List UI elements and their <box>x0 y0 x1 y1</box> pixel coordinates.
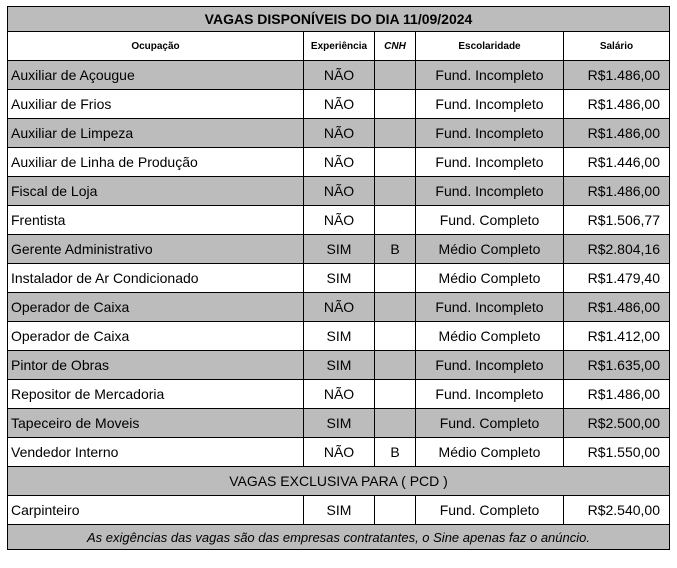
cell-cnh <box>375 293 416 322</box>
table-row <box>8 380 670 409</box>
header-salario: Salário <box>564 32 670 61</box>
table-row <box>8 438 670 467</box>
table-row <box>8 322 670 351</box>
table-row <box>8 177 670 206</box>
cell-salario: R$1.486,00 <box>564 61 670 90</box>
table-row <box>8 496 670 525</box>
cell-cnh <box>375 351 416 380</box>
cell-experiencia: SIM <box>304 496 375 525</box>
cell-escolaridade: Fund. Completo <box>416 409 564 438</box>
cell-experiencia: NÃO <box>304 61 375 90</box>
cell-escolaridade: Fund. Incompleto <box>416 351 564 380</box>
cell-experiencia: NÃO <box>304 119 375 148</box>
header-experiencia: Experiência <box>304 32 375 61</box>
cell-experiencia: SIM <box>304 322 375 351</box>
cell-salario: R$1.486,00 <box>564 293 670 322</box>
cell-ocupacao: Frentista <box>8 206 304 235</box>
table-row <box>8 206 670 235</box>
table-row <box>8 119 670 148</box>
column-header-row <box>8 32 670 61</box>
cell-salario: R$1.486,00 <box>564 90 670 119</box>
cell-ocupacao: Auxiliar de Frios <box>8 90 304 119</box>
cell-salario: R$1.506,77 <box>564 206 670 235</box>
cell-experiencia: NÃO <box>304 206 375 235</box>
cell-experiencia: SIM <box>304 235 375 264</box>
cell-escolaridade: Fund. Incompleto <box>416 119 564 148</box>
cell-experiencia: NÃO <box>304 90 375 119</box>
cell-ocupacao: Instalador de Ar Condicionado <box>8 264 304 293</box>
table-row <box>8 90 670 119</box>
cell-salario: R$1.486,00 <box>564 177 670 206</box>
cell-experiencia: NÃO <box>304 148 375 177</box>
cell-escolaridade: Fund. Completo <box>416 206 564 235</box>
cell-salario: R$1.486,00 <box>564 380 670 409</box>
table-row <box>8 409 670 438</box>
cell-ocupacao: Vendedor Interno <box>8 438 304 467</box>
cell-salario: R$2.804,16 <box>564 235 670 264</box>
cell-escolaridade: Médio Completo <box>416 322 564 351</box>
cell-salario: R$1.550,00 <box>564 438 670 467</box>
cell-cnh <box>375 90 416 119</box>
cell-salario: R$1.446,00 <box>564 148 670 177</box>
cell-experiencia: NÃO <box>304 380 375 409</box>
cell-ocupacao: Operador de Caixa <box>8 322 304 351</box>
cell-escolaridade: Médio Completo <box>416 438 564 467</box>
footer-note: As exigências das vagas são das empresas contratantes, o Sine apenas faz o anúncio. <box>8 525 670 550</box>
pcd-section-title: VAGAS EXCLUSIVA PARA ( PCD ) <box>8 467 670 496</box>
header-escolaridade: Escolaridade <box>416 32 564 61</box>
cell-escolaridade: Fund. Incompleto <box>416 380 564 409</box>
cell-escolaridade: Fund. Completo <box>416 496 564 525</box>
cell-salario: R$1.486,00 <box>564 119 670 148</box>
cell-cnh <box>375 496 416 525</box>
cell-cnh <box>375 322 416 351</box>
cell-cnh <box>375 206 416 235</box>
cell-experiencia: NÃO <box>304 177 375 206</box>
table-title-row <box>8 7 670 32</box>
cell-ocupacao: Tapeceiro de Moveis <box>8 409 304 438</box>
cell-salario: R$2.500,00 <box>564 409 670 438</box>
cell-ocupacao: Carpinteiro <box>8 496 304 525</box>
table-row <box>8 235 670 264</box>
cell-cnh <box>375 177 416 206</box>
cell-salario: R$1.635,00 <box>564 351 670 380</box>
table-title: VAGAS DISPONÍVEIS DO DIA 11/09/2024 <box>8 7 670 32</box>
job-vacancies-table <box>7 6 670 550</box>
cell-salario: R$1.479,40 <box>564 264 670 293</box>
cell-ocupacao: Auxiliar de Linha de Produção <box>8 148 304 177</box>
table-row <box>8 264 670 293</box>
cell-ocupacao: Operador de Caixa <box>8 293 304 322</box>
cell-cnh <box>375 148 416 177</box>
cell-experiencia: NÃO <box>304 438 375 467</box>
cell-cnh <box>375 119 416 148</box>
footer-row <box>8 525 670 550</box>
cell-salario: R$2.540,00 <box>564 496 670 525</box>
cell-ocupacao: Fiscal de Loja <box>8 177 304 206</box>
cell-escolaridade: Fund. Incompleto <box>416 90 564 119</box>
cell-cnh <box>375 409 416 438</box>
cell-ocupacao: Gerente Administrativo <box>8 235 304 264</box>
cell-ocupacao: Auxiliar de Açougue <box>8 61 304 90</box>
cell-escolaridade: Fund. Incompleto <box>416 177 564 206</box>
cell-escolaridade: Médio Completo <box>416 264 564 293</box>
cell-experiencia: NÃO <box>304 293 375 322</box>
cell-experiencia: SIM <box>304 409 375 438</box>
table-row <box>8 351 670 380</box>
cell-cnh <box>375 264 416 293</box>
pcd-section-row <box>8 467 670 496</box>
table-row <box>8 293 670 322</box>
cell-escolaridade: Fund. Incompleto <box>416 148 564 177</box>
cell-ocupacao: Repositor de Mercadoria <box>8 380 304 409</box>
table-row <box>8 148 670 177</box>
cell-escolaridade: Fund. Incompleto <box>416 61 564 90</box>
cell-ocupacao: Pintor de Obras <box>8 351 304 380</box>
cell-escolaridade: Fund. Incompleto <box>416 293 564 322</box>
cell-escolaridade: Médio Completo <box>416 235 564 264</box>
cell-cnh: B <box>375 235 416 264</box>
cell-cnh <box>375 380 416 409</box>
cell-cnh: B <box>375 438 416 467</box>
cell-ocupacao: Auxiliar de Limpeza <box>8 119 304 148</box>
cell-experiencia: SIM <box>304 351 375 380</box>
table-row <box>8 61 670 90</box>
cell-experiencia: SIM <box>304 264 375 293</box>
cell-cnh <box>375 61 416 90</box>
cell-salario: R$1.412,00 <box>564 322 670 351</box>
header-ocupacao: Ocupação <box>8 32 304 61</box>
header-cnh: CNH <box>375 32 416 61</box>
